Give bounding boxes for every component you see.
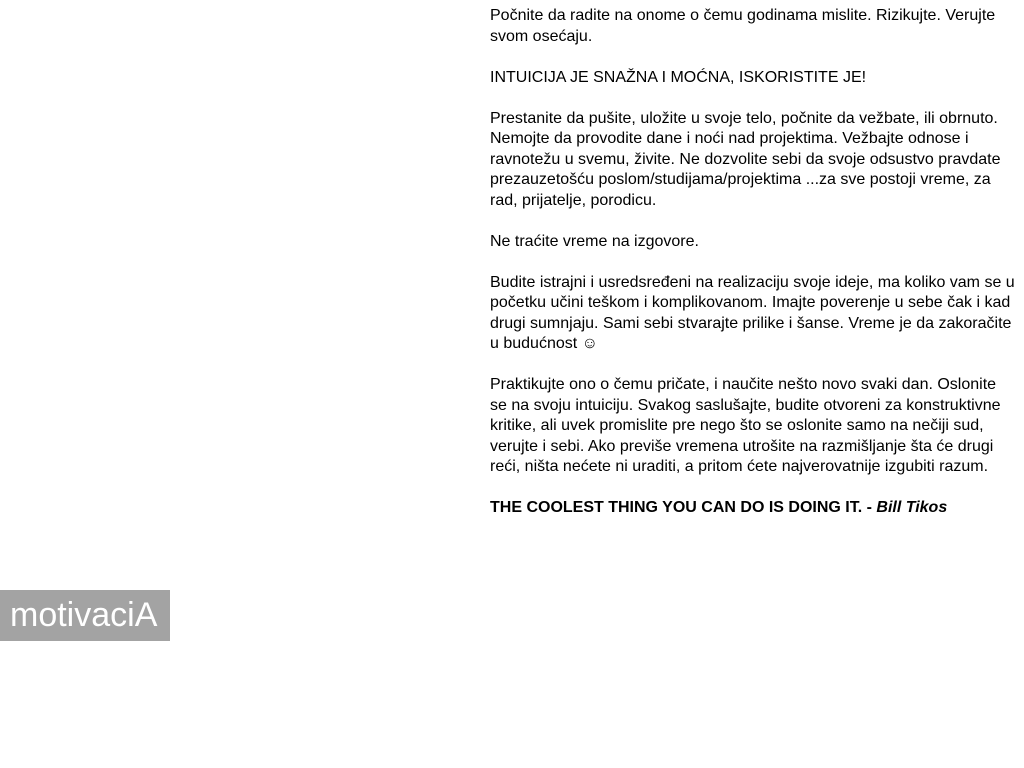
paragraph-excuses: Ne traćite vreme na izgovore. [490, 232, 699, 250]
paragraph-practice: Praktikujte ono o čemu pričate, i naučite nešto novo svaki dan. Oslonite se na svoju intuiciju. Svakog saslušajte, budite otvoreni za konstruktivne kritike, ali uvek promislite pre nego što se oslonite samo na nečiji sud, verujte i sebi. Ako previše vremena utrošite na razmišljanje šta će drugi reći, ništa nećete ni uraditi, a pritom ćete najverovatnije izgubiti razum. [490, 376, 1001, 475]
paragraph-intuition: INTUICIJA JE SNAŽNA I MOĆNA, ISKORISTITE JE! [490, 68, 867, 86]
paragraph-persistence: Budite istrajni i usredsređeni na realizaciju svoje ideje, ma koliko vam se u početku učini teškom i komplikovanom. Imajte poverenje u sebe čak i kad drugi sumnjaju. Sami sebi stvarajte prilike i šanse. Vreme je da zakoračite u budućnost ☺ [490, 273, 1015, 352]
article-body [490, 6, 1016, 539]
section-title-block: motivaciA [0, 590, 170, 641]
closing-quote [490, 498, 1016, 519]
paragraph-start: Počnite da radite na onome o čemu godinama mislite. Rizikujte. Verujte svom osećaju. [490, 7, 996, 45]
quote-author: Bill Tikos [876, 499, 948, 516]
paragraph-balance: Prestanite da pušite, uložite u svoje telo, počnite da vežbate, ili obrnuto. Nemojte da provodite dane i noći nad projektima. Vežbajte odnose i ravnotežu u svemu, živite. Ne dozvolite sebi da svoje odsustvo pravdate prezauzetošću poslom/studijama/projektima ...za sve postoji vreme, za rad, prijatelje, porodicu. [490, 109, 1001, 209]
quote-text: THE COOLEST THING YOU CAN DO IS DOING IT. - [490, 499, 877, 516]
